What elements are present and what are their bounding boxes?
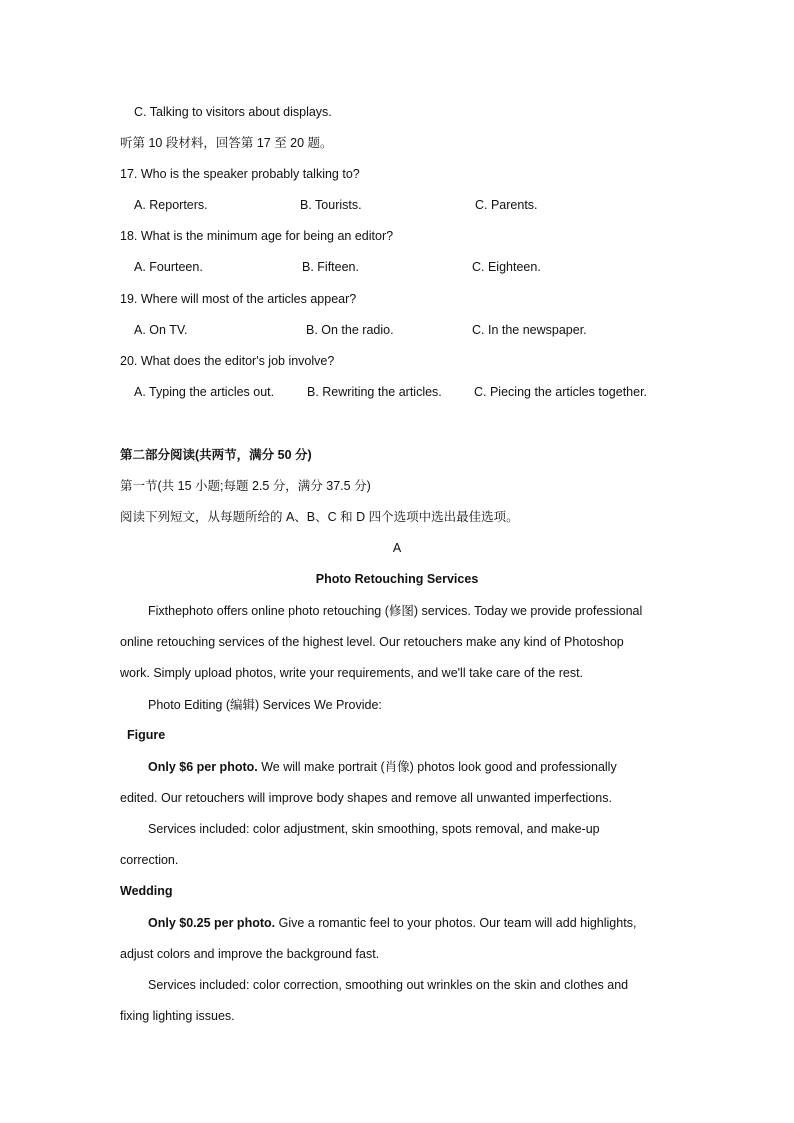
option-a: A. On TV. [134,323,188,337]
passage-intro-line: online retouching services of the highest level. Our retouchers make any kind of Photoshop [120,635,624,649]
question-18-options [0,259,794,275]
passage-intro-line: work. Simply upload photos, write your requirements, and we'll take care of the rest. [120,666,584,680]
reading-instructions: 阅读下列短文，从每题所给的 A、B、C 和 D 四个选项中选出最佳选项。 [120,510,519,524]
wedding-description-line2: adjust colors and improve the background fast. [120,947,380,961]
figure-description-line2: edited. Our retouchers will improve body shapes and remove all unwanted imperfections. [120,791,612,805]
wedding-price: Only $0.25 per photo. [148,916,276,930]
passage-title: Photo Retouching Services [315,572,479,586]
figure-description [148,759,617,775]
option-a: A. Reporters. [134,198,208,212]
figure-services-included-line2: correction. [120,853,179,867]
question-19-stem: 19. Where will most of the articles appear? [120,292,357,306]
option-c: C. Piecing the articles together. [474,385,648,399]
option-b: B. Rewriting the articles. [307,385,442,399]
figure-heading: Figure [127,728,166,742]
question-17-stem: 17. Who is the speaker probably talking to? [120,167,360,181]
question-17-options [0,197,794,213]
option-b: B. Fifteen. [302,260,359,274]
listening-section-intro: 听第 10 段材料，回答第 17 至 20 题。 [120,136,333,150]
question-18-stem: 18. What is the minimum age for being an editor? [120,229,394,243]
option-a: A. Typing the articles out. [134,385,275,399]
option-b: B. Tourists. [300,198,362,212]
reading-part-title: 第二部分阅读(共两节，满分 50 分) [120,448,312,462]
passage-intro-line: Fixthephoto offers online photo retouching (修图) services. Today we provide professional [148,604,643,618]
previous-option-c: C. Talking to visitors about displays. [134,105,332,119]
question-20-options [0,384,794,400]
option-b: B. On the radio. [306,323,394,337]
passage-label: A [392,541,402,555]
option-c: C. Parents. [475,198,538,212]
figure-description-text: We will make portrait (肖像) photos look good and professionally [257,760,617,774]
wedding-services-included-line2: fixing lighting issues. [120,1009,235,1023]
option-c: C. Eighteen. [472,260,541,274]
services-heading: Photo Editing (编辑) Services We Provide: [148,698,382,712]
wedding-description [148,915,636,931]
reading-section-title: 第一节(共 15 小题;每题 2.5 分，满分 37.5 分) [120,479,371,493]
option-a: A. Fourteen. [134,260,203,274]
figure-price: Only $6 per photo. [148,760,258,774]
question-19-options [0,322,794,338]
wedding-heading: Wedding [120,884,173,898]
figure-services-included: Services included: color adjustment, skin smoothing, spots removal, and make-up [148,822,600,836]
wedding-description-text: Give a romantic feel to your photos. Our team will add highlights, [275,916,637,930]
question-20-stem: 20. What does the editor's job involve? [120,354,335,368]
wedding-services-included: Services included: color correction, smoothing out wrinkles on the skin and clothes and [148,978,629,992]
option-c: C. In the newspaper. [472,323,587,337]
